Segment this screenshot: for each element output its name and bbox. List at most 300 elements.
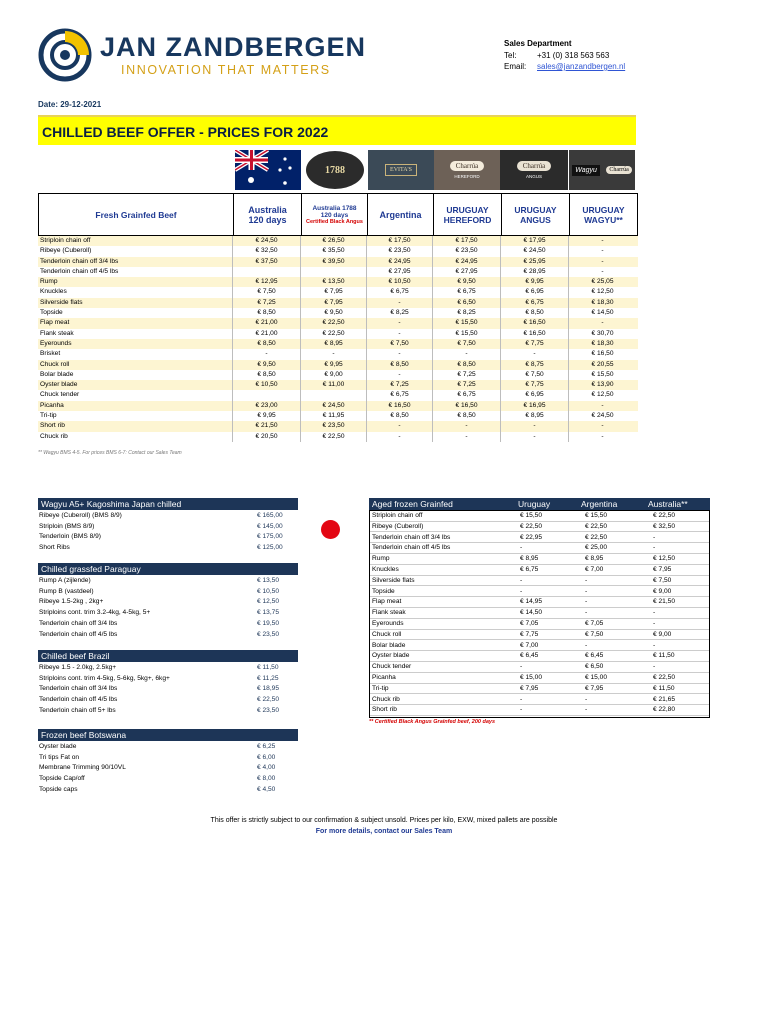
price-cell: € 8,50 bbox=[366, 411, 432, 421]
price-cell: € 25,95 bbox=[500, 257, 568, 267]
cut-name: Flank steak bbox=[40, 329, 74, 337]
price-cell: - bbox=[500, 432, 568, 442]
price-cell: € 7,95 bbox=[300, 287, 366, 297]
list-item bbox=[39, 774, 299, 784]
price-cell: € 22,95 bbox=[520, 533, 542, 541]
table-row bbox=[370, 695, 709, 706]
price-cell: - bbox=[500, 349, 568, 359]
list-item bbox=[39, 684, 299, 694]
list-item bbox=[39, 619, 299, 629]
price-cell: € 7,00 bbox=[585, 566, 604, 573]
price-cell: - bbox=[585, 598, 588, 606]
item-price: € 8,00 bbox=[257, 775, 276, 783]
price-cell: € 8,75 bbox=[500, 360, 568, 370]
table-row bbox=[370, 705, 709, 716]
price-cell: - bbox=[366, 421, 432, 431]
price-cell: € 10,50 bbox=[366, 277, 432, 287]
table-row bbox=[38, 246, 638, 256]
col-label: Argentina bbox=[379, 209, 422, 220]
cut-name: Topside bbox=[372, 587, 395, 595]
charrua-hereford-label: Charrúa bbox=[450, 161, 485, 171]
section-title: Chilled beef Brazil bbox=[38, 650, 298, 662]
price-cell: € 25,05 bbox=[568, 277, 636, 287]
price-cell: € 17,50 bbox=[432, 236, 500, 246]
price-cell: - bbox=[585, 706, 588, 714]
price-cell: € 28,95 bbox=[500, 267, 568, 277]
price-cell: € 7,95 bbox=[585, 684, 604, 692]
charrua-angus-label: Charrúa bbox=[517, 161, 552, 171]
section-title: Frozen beef Botswana bbox=[38, 729, 298, 741]
brand-1788-logo bbox=[302, 150, 368, 190]
col-uruguay-angus bbox=[501, 194, 569, 235]
col-label-2: HEREFORD bbox=[443, 214, 492, 225]
price-cell: € 6,45 bbox=[520, 652, 539, 660]
item-price: € 125,00 bbox=[257, 544, 283, 552]
main-table-header bbox=[38, 193, 638, 236]
price-cell: € 6,75 bbox=[432, 287, 500, 297]
price-cell: - bbox=[366, 329, 432, 339]
cut-name: Striploin chain off bbox=[40, 237, 91, 244]
section-title: Chilled grassfed Paraguay bbox=[38, 563, 298, 575]
price-cell: € 30,70 bbox=[568, 329, 636, 339]
aged-table-header bbox=[369, 498, 710, 510]
price-cell: € 16,50 bbox=[432, 401, 500, 411]
col-sublabel: Certified Black Angus bbox=[306, 218, 363, 225]
price-cell: € 8,25 bbox=[432, 308, 500, 318]
item-name: Topside Cap/off bbox=[39, 775, 85, 783]
list-item bbox=[39, 597, 299, 607]
brand-wagyu-logo bbox=[569, 150, 635, 190]
price-cell: € 8,95 bbox=[585, 555, 604, 563]
cut-name: Eyerounds bbox=[40, 339, 72, 347]
brand-charrua-angus-logo bbox=[500, 150, 568, 190]
wagyu-label: Wagyu bbox=[572, 165, 600, 176]
table-row bbox=[38, 257, 638, 267]
table-row bbox=[38, 236, 638, 246]
item-price: € 23,50 bbox=[257, 630, 279, 638]
cut-name: Tenderloin chain off 3/4 lbs bbox=[372, 533, 451, 541]
price-cell: € 8,50 bbox=[432, 411, 500, 421]
cut-name: Bolar blade bbox=[40, 370, 74, 378]
price-cell: € 9,00 bbox=[300, 370, 366, 380]
list-item bbox=[39, 785, 299, 795]
table-row bbox=[38, 298, 638, 308]
price-cell: € 17,50 bbox=[366, 236, 432, 246]
contact-cta: For more details, contact our Sales Team bbox=[315, 828, 453, 835]
price-cell: € 22,50 bbox=[653, 674, 675, 681]
price-cell: € 8,95 bbox=[300, 339, 366, 349]
price-cell: - bbox=[568, 246, 636, 256]
price-cell: - bbox=[520, 706, 523, 714]
item-name: Striploin (BMS 8/9) bbox=[39, 522, 95, 530]
price-cell: - bbox=[568, 318, 636, 328]
price-cell: - bbox=[653, 663, 656, 671]
table-row bbox=[370, 565, 709, 576]
table-row bbox=[38, 267, 638, 277]
item-name: Tri tips Fat on bbox=[39, 753, 80, 761]
table-row bbox=[38, 287, 638, 297]
price-cell: € 39,50 bbox=[300, 257, 366, 267]
price-cell: € 8,25 bbox=[366, 308, 432, 318]
list-item bbox=[39, 543, 299, 553]
company-name: JAN ZANDBERGEN bbox=[100, 32, 367, 62]
price-cell: € 7,75 bbox=[500, 339, 568, 349]
price-cell bbox=[300, 390, 366, 400]
cut-name: Chuck tender bbox=[372, 663, 412, 671]
item-name: Membrane Trimming 90/10VL bbox=[39, 764, 126, 772]
item-name: Topside caps bbox=[39, 785, 78, 793]
list-item bbox=[39, 522, 299, 532]
item-name: Rump B (vastdeel) bbox=[39, 587, 94, 595]
table-row bbox=[38, 411, 638, 421]
price-cell: € 37,50 bbox=[232, 257, 300, 267]
cut-name: Knuckles bbox=[372, 566, 399, 573]
item-price: € 19,50 bbox=[257, 619, 279, 627]
price-cell: € 14,50 bbox=[520, 609, 542, 617]
col-label: Australia bbox=[248, 204, 287, 215]
col-fresh-grainfed bbox=[39, 194, 233, 235]
item-name: Ribeye (Cuberoll) (BMS 8/9) bbox=[39, 512, 122, 519]
list-item bbox=[39, 511, 299, 521]
price-cell: - bbox=[366, 318, 432, 328]
price-cell: € 22,50 bbox=[300, 432, 366, 442]
table-row bbox=[370, 684, 709, 695]
list-item bbox=[39, 763, 299, 773]
list-item bbox=[39, 630, 299, 640]
price-cell: € 21,00 bbox=[232, 318, 300, 328]
price-cell: - bbox=[520, 544, 523, 552]
section-title: Wagyu A5+ Kagoshima Japan chilled bbox=[38, 498, 298, 510]
price-cell: - bbox=[366, 370, 432, 380]
price-cell: - bbox=[520, 576, 523, 584]
col-australia-1788 bbox=[301, 194, 367, 235]
price-cell: - bbox=[232, 349, 300, 359]
price-cell: € 15,50 bbox=[585, 512, 607, 519]
price-cell: € 20,50 bbox=[232, 432, 300, 442]
angus-label: ANGUS bbox=[525, 174, 542, 179]
item-price: € 175,00 bbox=[257, 533, 283, 541]
cut-name: Silverside flats bbox=[372, 576, 415, 584]
price-cell: € 7,05 bbox=[585, 620, 604, 627]
page-title: CHILLED BEEF OFFER - PRICES FOR 2022 bbox=[42, 124, 329, 140]
cut-name: Flank steak bbox=[372, 609, 406, 617]
price-cell: € 8,50 bbox=[366, 360, 432, 370]
price-cell: € 27,95 bbox=[432, 267, 500, 277]
item-price: € 11,25 bbox=[257, 674, 279, 682]
wagyu-note: ** Wagyu BMS 4-5. For prices BMS 6-7: Contact our Sales Team bbox=[38, 450, 182, 456]
contact-block bbox=[504, 38, 625, 73]
price-cell: - bbox=[568, 401, 636, 411]
contact-email-row bbox=[504, 61, 625, 73]
price-cell: € 7,95 bbox=[520, 684, 539, 692]
item-name: Striploins cont. trim 3.2-4kg, 4-5kg, 5+ bbox=[39, 609, 151, 617]
table-row bbox=[370, 587, 709, 598]
price-cell: - bbox=[432, 421, 500, 431]
price-cell: € 9,00 bbox=[653, 630, 672, 638]
tel-label: Tel: bbox=[504, 50, 517, 60]
price-cell: € 22,50 bbox=[300, 329, 366, 339]
cut-name: Topside bbox=[40, 309, 63, 317]
price-cell: € 9,50 bbox=[432, 277, 500, 287]
price-cell: € 7,25 bbox=[232, 298, 300, 308]
price-cell: € 24,50 bbox=[300, 401, 366, 411]
price-cell: € 24,95 bbox=[366, 257, 432, 267]
item-name: Oyster blade bbox=[39, 743, 77, 750]
col-label: URUGUAY bbox=[514, 204, 557, 215]
price-cell: € 8,95 bbox=[520, 555, 539, 563]
price-cell: € 9,95 bbox=[300, 360, 366, 370]
price-cell: € 7,50 bbox=[500, 370, 568, 380]
price-cell: - bbox=[520, 587, 523, 595]
list-item bbox=[39, 674, 299, 684]
price-cell: € 25,00 bbox=[585, 544, 607, 552]
price-cell: - bbox=[568, 236, 636, 246]
price-cell: € 21,50 bbox=[232, 421, 300, 431]
price-cell: € 26,50 bbox=[300, 236, 366, 246]
cut-name: Picanha bbox=[372, 674, 396, 681]
price-cell: € 24,95 bbox=[432, 257, 500, 267]
price-cell: € 22,50 bbox=[520, 522, 542, 530]
price-cell: € 7,25 bbox=[432, 380, 500, 390]
cut-name: Ribeye (Cuberoll) bbox=[372, 522, 424, 530]
price-cell: € 8,50 bbox=[432, 360, 500, 370]
price-cell: € 7,95 bbox=[653, 566, 672, 573]
price-cell: - bbox=[585, 641, 588, 649]
1788-badge: 1788 bbox=[306, 151, 364, 189]
price-cell: € 11,50 bbox=[653, 684, 675, 692]
table-row bbox=[38, 329, 638, 339]
cut-name: Rump bbox=[372, 555, 390, 563]
item-name: Striploins cont. trim 4-5kg, 5-6kg, 5kg+, 6kg+ bbox=[39, 674, 170, 682]
col-label-2: WAGYU** bbox=[584, 214, 623, 225]
price-cell: € 14,95 bbox=[520, 598, 542, 606]
japan-flag-icon bbox=[321, 520, 340, 539]
price-cell: € 24,50 bbox=[500, 246, 568, 256]
price-cell: - bbox=[520, 695, 523, 703]
price-cell: € 21,00 bbox=[232, 329, 300, 339]
price-cell: € 22,50 bbox=[585, 533, 607, 541]
table-row bbox=[38, 339, 638, 349]
price-cell: € 32,50 bbox=[653, 522, 675, 530]
price-cell: € 9,95 bbox=[500, 277, 568, 287]
price-cell: - bbox=[653, 544, 656, 552]
item-name: Tenderloin chain off 3/4 lbs bbox=[39, 619, 118, 627]
aged-col-australia: Australia** bbox=[648, 499, 688, 509]
cut-name: Tenderloin chain off 4/5 lbs bbox=[372, 544, 451, 552]
table-row bbox=[38, 277, 638, 287]
aged-note: ** Certified Black Angus Grainfed beef, 200 days bbox=[369, 719, 496, 725]
price-cell: € 12,50 bbox=[568, 390, 636, 400]
price-cell: € 14,50 bbox=[568, 308, 636, 318]
cut-name: Tri-tip bbox=[40, 412, 57, 420]
price-cell: € 16,50 bbox=[500, 329, 568, 339]
terms-text: This offer is strictly subject to our confirmation & subject unsold. Prices per kilo, EXW, mixed pallets are possible bbox=[210, 817, 558, 824]
contact-tel-row bbox=[504, 50, 625, 62]
col-label-2: ANGUS bbox=[520, 214, 551, 225]
price-cell: - bbox=[432, 432, 500, 442]
item-price: € 23,50 bbox=[257, 706, 279, 714]
item-price: € 13,50 bbox=[257, 577, 279, 584]
col-uruguay-hereford bbox=[433, 194, 501, 235]
price-cell: - bbox=[653, 620, 656, 627]
price-cell: € 9,50 bbox=[232, 360, 300, 370]
company-tagline: INNOVATION THAT MATTERS bbox=[121, 63, 331, 77]
col-label-2: 120 days bbox=[320, 211, 349, 219]
price-cell: - bbox=[568, 257, 636, 267]
price-cell: € 13,90 bbox=[568, 380, 636, 390]
item-name: Tenderloin chain off 4/5 lbs bbox=[39, 696, 118, 704]
item-name: Ribeye 1.5 - 2.0kg, 2.5kg+ bbox=[39, 664, 117, 671]
cut-name: Oyster blade bbox=[40, 381, 78, 389]
price-cell: € 11,95 bbox=[300, 411, 366, 421]
cut-name: Knuckles bbox=[40, 288, 67, 296]
price-cell bbox=[232, 267, 300, 277]
cut-name: Brisket bbox=[40, 350, 61, 358]
price-cell: € 7,50 bbox=[366, 339, 432, 349]
item-name: Short Ribs bbox=[39, 544, 70, 552]
table-row bbox=[370, 619, 709, 630]
price-cell: € 24,50 bbox=[232, 236, 300, 246]
price-cell: € 21,50 bbox=[653, 598, 675, 606]
aged-col-argentina: Argentina bbox=[581, 499, 618, 509]
price-cell: € 6,75 bbox=[432, 390, 500, 400]
cut-name: Rump bbox=[40, 278, 58, 286]
cut-name: Flap meat bbox=[40, 319, 70, 327]
table-row bbox=[370, 554, 709, 565]
table-row bbox=[38, 360, 638, 370]
price-cell bbox=[232, 390, 300, 400]
table-row bbox=[38, 401, 638, 411]
brand-charrua-hereford-logo bbox=[434, 150, 500, 190]
price-cell: € 7,00 bbox=[520, 641, 539, 649]
australia-flag-icon bbox=[235, 150, 301, 190]
list-item bbox=[39, 608, 299, 618]
price-cell: € 10,50 bbox=[232, 380, 300, 390]
price-cell: € 23,50 bbox=[300, 421, 366, 431]
price-cell: € 8,50 bbox=[500, 308, 568, 318]
sales-department-label: Sales Department bbox=[504, 39, 572, 48]
price-cell: € 17,95 bbox=[500, 236, 568, 246]
price-cell: - bbox=[585, 609, 588, 617]
price-cell: € 7,50 bbox=[432, 339, 500, 349]
aged-col-uruguay: Uruguay bbox=[518, 499, 551, 509]
price-cell: € 7,05 bbox=[520, 620, 539, 627]
table-row bbox=[370, 630, 709, 641]
price-cell: € 7,95 bbox=[300, 298, 366, 308]
evitas-label: EVITA'S bbox=[385, 164, 417, 176]
price-cell: € 6,75 bbox=[520, 566, 539, 573]
brand-evitas-logo bbox=[368, 150, 434, 190]
item-name: Tenderloin chain off 4/5 lbs bbox=[39, 630, 118, 638]
price-cell: € 16,50 bbox=[366, 401, 432, 411]
price-cell: € 12,50 bbox=[653, 555, 675, 563]
cut-name: Tenderloin chain off 4/5 lbs bbox=[40, 267, 119, 275]
price-cell: € 6,95 bbox=[500, 287, 568, 297]
tel-value: +31 (0) 318 563 563 bbox=[537, 50, 610, 60]
price-cell: € 7,25 bbox=[432, 370, 500, 380]
item-price: € 12,50 bbox=[257, 598, 279, 606]
price-cell: - bbox=[300, 349, 366, 359]
table-row bbox=[38, 380, 638, 390]
price-cell: € 15,50 bbox=[432, 318, 500, 328]
col-label: Australia 1788 bbox=[312, 204, 357, 212]
price-cell: € 6,75 bbox=[366, 390, 432, 400]
table-row bbox=[38, 349, 638, 359]
list-item bbox=[39, 742, 299, 752]
cut-name: Striploin chain off bbox=[372, 512, 423, 519]
price-cell: - bbox=[366, 298, 432, 308]
list-item bbox=[39, 663, 299, 673]
cut-name: Short rib bbox=[40, 422, 65, 430]
price-cell: - bbox=[568, 421, 636, 431]
table-row bbox=[370, 673, 709, 684]
cut-name: Silverside flats bbox=[40, 298, 83, 306]
item-price: € 145,00 bbox=[257, 522, 283, 530]
item-price: € 11,50 bbox=[257, 664, 279, 671]
price-cell: € 9,95 bbox=[232, 411, 300, 421]
table-row bbox=[370, 522, 709, 533]
price-cell: € 12,50 bbox=[568, 287, 636, 297]
price-cell: € 20,55 bbox=[568, 360, 636, 370]
table-row bbox=[38, 308, 638, 318]
price-cell: € 8,50 bbox=[232, 308, 300, 318]
item-price: € 18,95 bbox=[257, 685, 279, 693]
price-cell: € 7,50 bbox=[653, 576, 672, 584]
table-row bbox=[38, 421, 638, 431]
price-cell: € 27,95 bbox=[366, 267, 432, 277]
aged-table-body bbox=[369, 510, 710, 718]
price-cell: € 35,50 bbox=[300, 246, 366, 256]
list-item bbox=[39, 753, 299, 763]
price-cell: € 16,95 bbox=[500, 401, 568, 411]
price-cell: € 22,50 bbox=[300, 318, 366, 328]
cut-name: Ribeye (Cuberoll) bbox=[40, 247, 92, 255]
price-cell: € 22,50 bbox=[653, 512, 675, 519]
table-row bbox=[370, 641, 709, 652]
list-item bbox=[39, 695, 299, 705]
price-cell: € 8,50 bbox=[232, 370, 300, 380]
main-table-body bbox=[38, 236, 638, 442]
email-link[interactable]: sales@janzandbergen.nl bbox=[537, 62, 626, 71]
cut-name: Chuck rib bbox=[372, 695, 400, 703]
price-cell: - bbox=[366, 349, 432, 359]
price-cell: - bbox=[568, 267, 636, 277]
table-row bbox=[370, 576, 709, 587]
price-cell: € 6,95 bbox=[500, 390, 568, 400]
price-cell: € 16,50 bbox=[568, 349, 636, 359]
item-price: € 6,00 bbox=[257, 753, 276, 761]
price-cell: € 13,50 bbox=[300, 277, 366, 287]
cut-name: Tri-tip bbox=[372, 684, 389, 692]
col-argentina bbox=[367, 194, 433, 235]
price-cell: € 22,50 bbox=[585, 522, 607, 530]
col-uruguay-wagyu bbox=[569, 194, 637, 235]
item-name: Tenderloin (BMS 8/9) bbox=[39, 533, 101, 541]
price-cell: - bbox=[653, 533, 656, 541]
cut-name: Bolar blade bbox=[372, 641, 406, 649]
item-name: Tenderloin chain off 5+ lbs bbox=[39, 706, 116, 714]
price-cell: € 18,30 bbox=[568, 339, 636, 349]
list-item bbox=[39, 706, 299, 716]
price-cell: - bbox=[500, 421, 568, 431]
price-cell: - bbox=[653, 609, 656, 617]
price-cell: € 6,45 bbox=[585, 652, 604, 660]
col-label-2: 120 days bbox=[248, 214, 287, 225]
cut-name: Eyerounds bbox=[372, 620, 404, 627]
offer-date: Date: 29-12-2021 bbox=[38, 100, 102, 109]
item-price: € 4,50 bbox=[257, 785, 276, 793]
price-cell: € 11,50 bbox=[653, 652, 675, 660]
